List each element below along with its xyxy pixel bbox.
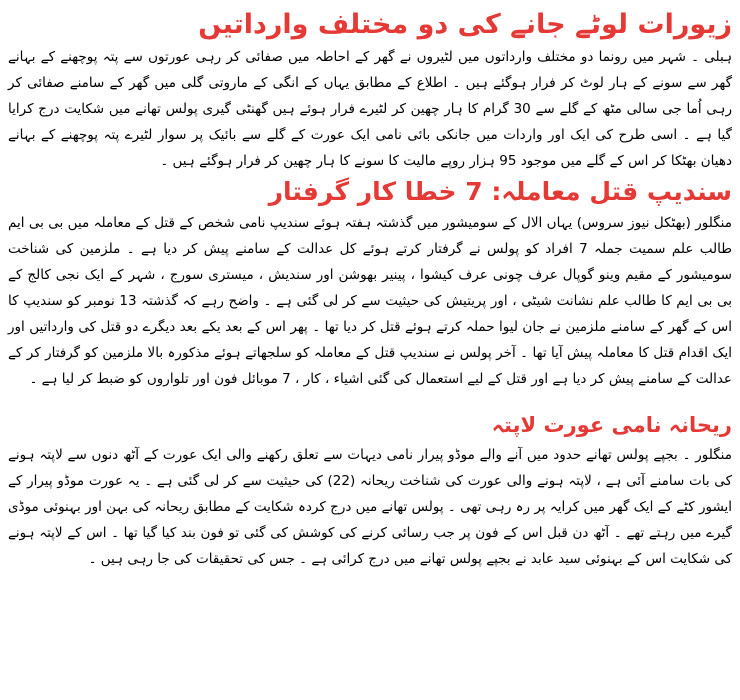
article-headline: زیورات لوٹے جانے کی دو مختلف وارداتیں bbox=[198, 9, 732, 40]
article-headline: سندیپ قتل معاملہ: 7 خطا کار گرفتار bbox=[268, 177, 732, 206]
article-body: منگلور (بھٹکل نیوز سروس) یہاں الال کے سومیشور میں گذشتہ ہفتہ ہوئے سندیپ نامی شخص کے قتل کے معاملہ میں بی بی ایم طالب علم سمیت جملہ 7 افراد کو پولس نے گرفتار کرتے ہوئے کل عدالت کے سامنے پیش کر دیا ہے ۔ ملزمین کی شناخت سومیشور کے مقیم وینو گوپال عرف چونی عرف کیشوا ، پینیر بھوشن اور سندیش ، میستری سورج ، شہر کے ایک نجی کالج کے بی بی ایم کا طالب علم نشانت شیٹی ، اور پریتیش کی حیثیت سے کر لی گئی ہے ۔ واضح رہے کہ گذشتہ 13 نومبر کو سندیپ کا اس کے گھر کے سامنے ملزمین نے جان لیوا حملہ کرتے ہوئے قتل کر دیا تھا ۔ پھر اس کے بعد یکے بعد دیگرے دو قتل کی وارداتیں اور ایک اقدام قتل کا معاملہ پیش آیا تھا ۔ آخر پولس نے سندیپ قتل کے معاملہ کو سلجھاتے ہوئے مذکورہ بالا ملزمین کو گرفتار کر کے عدالت کے سامنے پیش کر دیا ہے اور قتل کے لیے استعمال کی گئی اشیاء ، کار ، 7 موبائل فون اور تلواروں کو ضبط کر لیا ہے ۔ bbox=[8, 215, 732, 387]
article-body: منگلور ۔ بجپے پولس تھانے حدود میں آنے والے موڈو پیرار نامی دیہات سے تعلق رکھنے والی ایک عورت کے آٹھ دنوں سے لاپتہ ہونے کی بات سامنے آئی ہے ، لاپتہ ہونے والی عورت کی شناخت ریحانہ (22) کی حیثیت سے کر لی گئی ہے ۔ یہ عورت موڈو پیرار کے ایشور کٹے کے ایک گھر میں کرایہ پر رہ رہی تھی ۔ پولس تھانے میں درج کردہ شکایت کے مطابق ریحانہ کی بہن اور بہنوئی موڈی گیرے میں رہتے تھے ۔ آٹھ دن قبل اس کے فون پر جب رسائی کرنے کی کوشش کی گئی تو فون بند کیا گیا تھا ۔ اس کے لاپتہ ہونے کی شکایت اس کے بہنوئی سید عابد نے بجپے پولس تھانے میں درج کرائی ہے ۔ جس کی تحقیقات کی جا رہی ہیں ۔ bbox=[8, 447, 732, 567]
article-body: ہبلی ۔ شہر میں رونما دو مختلف وارداتوں میں لٹیروں نے گھر کے احاطہ میں صفائی کر رہی عورتوں سے پتہ پوچھنے کے بہانے گھر سے سونے کے ہار لوٹ کر فرار ہوگئے ہیں ۔ اطلاع کے مطابق یہاں کے انگی کے ماروتی گلی میں گھر کے سامنے صفائی کر رہی اُما جی سالی مٹھ کے گلے سے 30 گرام کا ہار چھین کر لٹیرے فرار ہوئے ہیں گھنٹی گیری پولس تھانے میں شکایت درج کرایا گیا ہے ۔ اسی طرح کی ایک اور واردات میں جانکی بائی نامی ایک عورت کے گلے سے بائیک پر سوار لٹیرے پتہ پوچھنے کے بہانے دھیان بھٹکا کر اس کے گلے میں موجود 95 ہزار روپے مالیت کا سونے کا ہار چھین کر فرار ہوگئے ہیں ۔ bbox=[8, 49, 732, 169]
article-jewellery-robbery bbox=[8, 6, 732, 174]
article-headline: ریحانہ نامی عورت لاپتہ bbox=[491, 413, 732, 437]
article-sandeep-murder bbox=[8, 174, 732, 392]
article-missing-woman bbox=[8, 408, 732, 572]
